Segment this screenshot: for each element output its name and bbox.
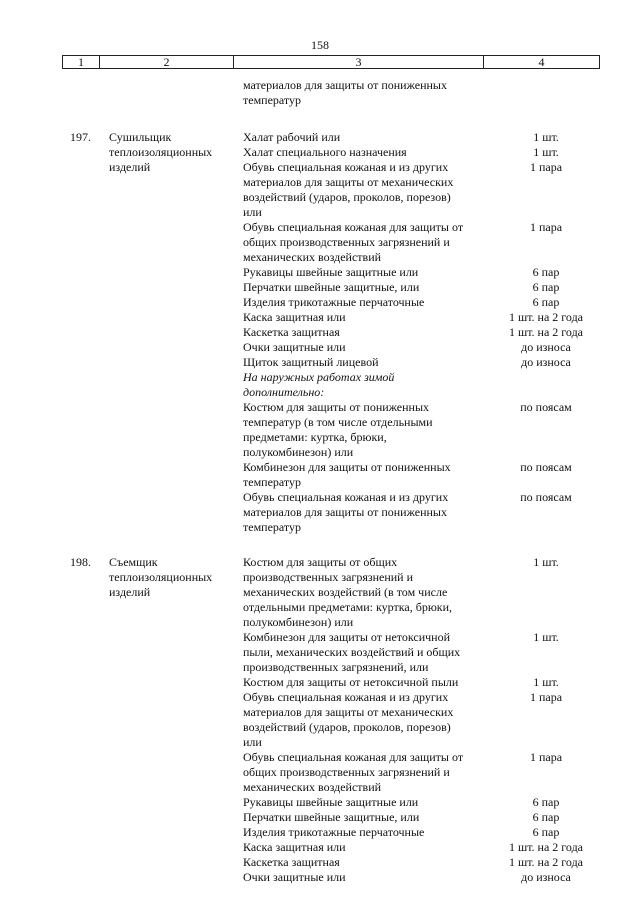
profession-name-line: Сушильщик	[109, 130, 172, 144]
list-item	[243, 355, 606, 370]
item-quantity: 1 пара	[529, 690, 563, 704]
item-quantity: 1 пара	[529, 220, 563, 234]
item-quantity: до износа	[521, 340, 571, 354]
list-item	[243, 810, 606, 825]
item-text: температур	[243, 93, 302, 107]
item-text: Рукавицы швейные защитные или	[243, 265, 419, 279]
item-text: Обувь специальная кожаная и из других материалов для защиты от механических воздействий (ударов, проколов, порезов) или	[243, 690, 454, 749]
item-text: Халат рабочий или	[243, 130, 341, 144]
profession-name	[109, 130, 243, 535]
item-quantity: 1 шт.	[533, 145, 559, 159]
list-item	[243, 750, 606, 795]
item-quantity: 1 шт.	[533, 555, 559, 569]
item-text: Комбинезон для защиты от пониженных температур	[243, 460, 451, 489]
item-quantity: 6 пар	[532, 795, 560, 809]
item-quantity: 6 пар	[532, 265, 560, 279]
item-quantity: по поясам	[520, 400, 572, 414]
item-text: Каскетка защитная	[243, 325, 340, 339]
list-item	[243, 145, 606, 160]
item-text: Каска защитная или	[243, 840, 346, 854]
item-quantity: 1 шт.	[533, 675, 559, 689]
item-quantity: 1 шт. на 2 года	[508, 840, 584, 854]
continuation-row	[0, 78, 640, 93]
list-item	[243, 370, 606, 400]
item-text: Обувь специальная кожаная и из других материалов для защиты от механических воздействий (ударов, проколов, порезов) или	[243, 160, 454, 219]
table-row	[0, 130, 640, 535]
profession-name-line: изделий	[109, 585, 151, 599]
table-row	[0, 555, 640, 885]
item-quantity: 1 пара	[529, 750, 563, 764]
item-quantity: 1 шт.	[533, 130, 559, 144]
item-quantity: 1 пара	[529, 160, 563, 174]
list-item	[243, 325, 606, 340]
list-item	[243, 795, 606, 810]
item-text: Костюм для защиты от общих производственных загрязнений и механических воздействий (в том числе отдельными предметами: куртка, брюки, полукомбинезон) или	[243, 555, 453, 629]
list-item	[243, 630, 606, 675]
list-item	[243, 310, 606, 325]
list-item	[243, 280, 606, 295]
item-text: Обувь специальная кожаная и из других материалов для защиты от пониженных температур	[243, 490, 449, 534]
item-text: Каска защитная или	[243, 310, 346, 324]
list-item	[243, 555, 606, 630]
list-item	[243, 690, 606, 750]
item-quantity: до износа	[521, 355, 571, 369]
header-col-2: 2	[100, 56, 234, 68]
list-item	[243, 160, 606, 220]
item-quantity: по поясам	[520, 460, 572, 474]
entries-container	[0, 108, 640, 885]
header-col-3: 3	[234, 56, 484, 68]
list-item	[243, 855, 606, 870]
continuation-row	[0, 93, 640, 108]
item-text: Костюм для защиты от нетоксичной пыли	[243, 675, 459, 689]
item-text: Перчатки швейные защитные, или	[243, 810, 420, 824]
items-list	[243, 555, 606, 885]
item-text: На наружных работах зимой дополнительно:	[243, 370, 395, 399]
item-quantity: по поясам	[520, 490, 572, 504]
list-item	[243, 295, 606, 310]
row-number: 197.	[70, 130, 91, 144]
item-quantity: 1 шт. на 2 года	[508, 310, 584, 324]
item-quantity: 6 пар	[532, 825, 560, 839]
items-list	[243, 130, 606, 535]
header-col-4: 4	[538, 55, 545, 69]
item-text: Обувь специальная кожаная для защиты от общих производственных загрязнений и механических воздействий	[243, 750, 464, 794]
list-item	[243, 675, 606, 690]
profession-name-line: теплоизоляционных	[109, 145, 213, 159]
item-text: Изделия трикотажные перчаточные	[243, 295, 425, 309]
list-item	[243, 460, 606, 490]
list-item	[243, 220, 606, 265]
item-quantity: 1 шт.	[533, 630, 559, 644]
item-text: Щиток защитный лицевой	[243, 355, 379, 369]
item-text: Костюм для защиты от пониженных температур (в том числе отдельными предметами: куртка, брюки, полукомбинезон) или	[243, 400, 433, 459]
item-quantity	[486, 370, 606, 400]
profession-name-line: изделий	[109, 160, 151, 174]
item-text: Каскетка защитная	[243, 855, 340, 869]
profession-name	[109, 555, 243, 885]
list-item	[243, 130, 606, 145]
table-body	[0, 78, 640, 885]
item-quantity: 1 шт. на 2 года	[508, 325, 584, 339]
list-item	[243, 265, 606, 280]
header-col-1: 1	[63, 56, 100, 68]
list-item	[243, 870, 606, 885]
table-header	[62, 55, 600, 69]
item-text: Очки защитные или	[243, 340, 346, 354]
list-item	[243, 400, 606, 460]
page-number: 158	[311, 38, 329, 52]
item-text: Комбинезон для защиты от нетоксичной пыли, механических воздействий и общих производственных загрязнений, или	[243, 630, 461, 674]
item-text: Изделия трикотажные перчаточные	[243, 825, 425, 839]
profession-name-line: теплоизоляционных	[109, 570, 213, 584]
item-text: Обувь специальная кожаная для защиты от общих производственных загрязнений и механических воздействий	[243, 220, 464, 264]
item-quantity: до износа	[521, 870, 571, 884]
item-text: Халат специального назначения	[243, 145, 407, 159]
item-text: Очки защитные или	[243, 870, 346, 884]
item-quantity: 1 шт. на 2 года	[508, 855, 584, 869]
item-quantity: 6 пар	[532, 280, 560, 294]
item-quantity: 6 пар	[532, 810, 560, 824]
item-text: Перчатки швейные защитные, или	[243, 280, 420, 294]
item-text: материалов для защиты от пониженных	[243, 78, 447, 92]
list-item	[243, 490, 606, 535]
profession-name-line: Съемщик	[109, 555, 158, 569]
item-text: Рукавицы швейные защитные или	[243, 795, 419, 809]
list-item	[243, 840, 606, 855]
list-item	[243, 340, 606, 355]
row-number: 198.	[70, 555, 91, 569]
item-quantity: 6 пар	[532, 295, 560, 309]
list-item	[243, 825, 606, 840]
